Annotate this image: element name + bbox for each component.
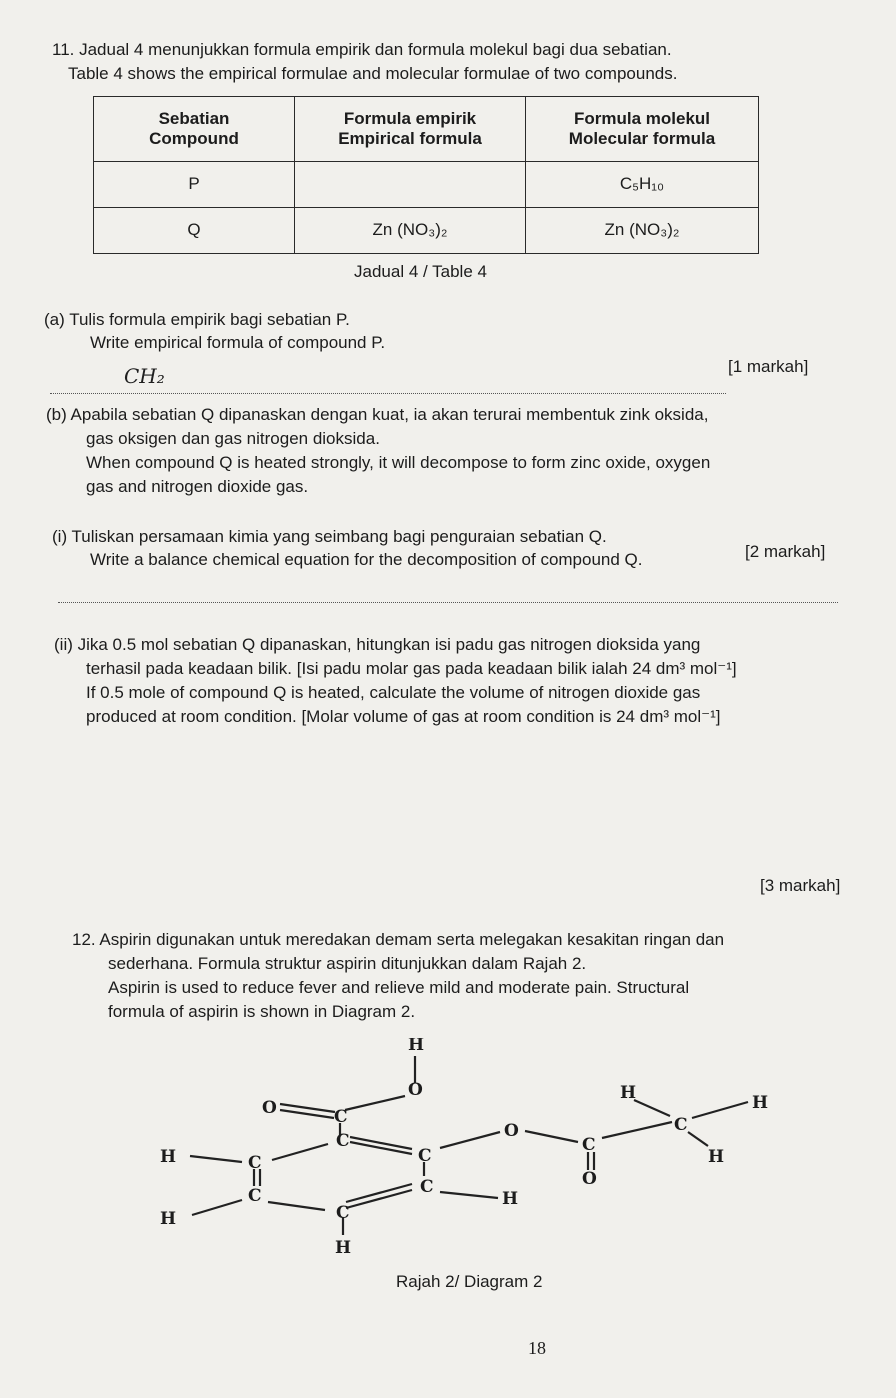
atom-label-c: C [336, 1131, 350, 1151]
bond-c-h [190, 1156, 242, 1162]
cell-compound: Q [94, 207, 295, 253]
header-compound-en: Compound [149, 128, 239, 148]
q11b-i-en: Write a balance chemical equation for the decomposition of compound Q. [90, 550, 643, 569]
q11b-stem-ms-1: (b) Apabila sebatian Q dipanaskan dengan kuat, ia akan terurai membentuk zink oksida, [46, 405, 709, 424]
table-caption: Jadual 4 / Table 4 [354, 262, 487, 281]
bond-c-h [440, 1192, 498, 1198]
atom-label-h: H [502, 1189, 519, 1209]
atom-label-o: O [262, 1098, 277, 1118]
q11b-ii-ms-1: (ii) Jika 0.5 mol sebatian Q dipanaskan, hitungkan isi padu gas nitrogen dioksida yang [54, 635, 701, 654]
q11b-ii-ms-2: terhasil pada keadaan bilik. [Isi padu molar gas pada keadaan bilik ialah 24 dm³ mol⁻¹] [86, 659, 737, 678]
answer-line[interactable] [58, 602, 838, 603]
ring-bond [272, 1144, 328, 1160]
bond-c-o [440, 1132, 500, 1148]
atom-label-h: H [335, 1238, 352, 1258]
q12-ms-1: 12. Aspirin digunakan untuk meredakan demam serta melegakan kesakitan ringan dan [72, 930, 725, 949]
atom-label-c: C [674, 1115, 688, 1135]
atom-label-o: O [504, 1121, 519, 1141]
header-molecular [526, 97, 759, 162]
header-empirical [295, 97, 526, 162]
answer-line[interactable] [50, 393, 726, 394]
cell-molecular: C₅H₁₀ [526, 161, 759, 207]
atom-label-o: O [408, 1080, 423, 1100]
q11a-question-en: Write empirical formula of compound P. [90, 333, 386, 352]
ring-bond [268, 1202, 325, 1210]
atom-label-c: C [336, 1203, 350, 1223]
cell-empirical[interactable] [295, 161, 526, 207]
q11b-ii-marks: [3 markah] [760, 876, 841, 895]
header-empirical-ms: Formula empirik [343, 108, 477, 128]
atom-label-h: H [708, 1147, 725, 1167]
q11a-handwritten-answer: CH₂ [124, 364, 165, 388]
cell-molecular: Zn (NO₃)₂ [526, 207, 759, 253]
header-compound [94, 97, 295, 162]
q12-ms-2: sederhana. Formula struktur aspirin ditunjukkan dalam Rajah 2. [108, 954, 587, 973]
q11b-stem-en-1: When compound Q is heated strongly, it will decompose to form zinc oxide, oxygen [86, 453, 711, 472]
header-compound-ms: Sebatian [158, 108, 230, 128]
q11b-i-ms: (i) Tuliskan persamaan kimia yang seimbang bagi penguraian sebatian Q. [52, 527, 607, 546]
bond-c-oh [345, 1096, 405, 1110]
q11b-stem-en-2: gas and nitrogen dioxide gas. [86, 477, 309, 496]
header-molecular-ms: Formula molekul [573, 108, 711, 128]
bond-lines [190, 1056, 748, 1235]
table-row [94, 207, 759, 253]
q11-intro-en: Table 4 shows the empirical formulae and molecular formulae of two compounds. [68, 64, 678, 83]
diagram-caption: Rajah 2/ Diagram 2 [396, 1272, 543, 1291]
cell-compound: P [94, 161, 295, 207]
cell-empirical: Zn (NO₃)₂ [295, 207, 526, 253]
atom-label-h: H [160, 1209, 177, 1229]
q11b-i-marks: [2 markah] [745, 542, 826, 561]
atom-label-h: H [620, 1083, 637, 1103]
atom-label-c: C [334, 1107, 348, 1127]
page-number: 18 [528, 1338, 546, 1358]
q11a-question-ms: (a) Tulis formula empirik bagi sebatian P. [44, 310, 350, 329]
atom-label-h: H [408, 1038, 425, 1055]
q11b-ii-en-1: If 0.5 mole of compound Q is heated, calculate the volume of nitrogen dioxide gas [86, 683, 701, 702]
atom-label-c: C [582, 1135, 596, 1155]
atom-label-h: H [752, 1093, 769, 1113]
bond-c-h [192, 1200, 242, 1215]
atom-label-c: C [418, 1146, 432, 1166]
table-row [94, 161, 759, 207]
atom-label-c: C [248, 1153, 262, 1173]
header-molecular-en: Molecular formula [568, 128, 716, 148]
table-header-row [94, 97, 759, 162]
q12-en-2: formula of aspirin is shown in Diagram 2. [108, 1002, 416, 1021]
atom-label-c: C [420, 1177, 434, 1197]
bond-o-c [525, 1131, 578, 1142]
q11b-ii-en-2: produced at room condition. [Molar volume of gas at room condition is 24 dm³ mol⁻¹] [86, 707, 721, 726]
q12-en-1: Aspirin is used to reduce fever and relieve mild and moderate pain. Structural [108, 978, 690, 997]
bond-c-ch3 [602, 1122, 672, 1138]
atom-label-c: C [248, 1186, 262, 1206]
aspirin-structure-diagram [150, 1038, 790, 1263]
bond-c-h [692, 1102, 748, 1118]
q11a-marks: [1 markah] [728, 357, 809, 376]
table-4 [93, 96, 759, 254]
bond-c-h [688, 1132, 708, 1146]
atom-label-o: O [582, 1169, 597, 1189]
atom-label-h: H [160, 1147, 177, 1167]
bond-c-h [634, 1100, 670, 1116]
q11b-stem-ms-2: gas oksigen dan gas nitrogen dioksida. [86, 429, 380, 448]
header-empirical-en: Empirical formula [338, 128, 482, 148]
q11-intro-ms: 11. Jadual 4 menunjukkan formula empirik dan formula molekul bagi dua sebatian. [52, 40, 672, 59]
